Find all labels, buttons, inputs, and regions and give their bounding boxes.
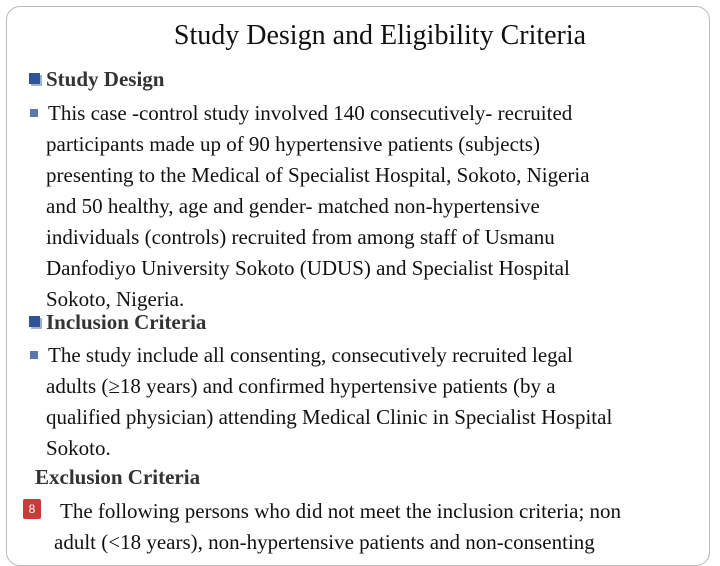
study-design-paragraph [48,98,708,315]
square-bullet-icon [30,351,38,359]
slide-title: Study Design and Eligibility Criteria [173,20,587,51]
paragraph-line: participants made up of 90 hypertensive patients (subjects) [46,132,540,156]
paragraph-line: Sokoto, Nigeria. [46,287,185,311]
paragraph-line: qualified physician) attending Medical Clinic in Specialist Hospital [46,405,613,429]
paragraph-line: and 50 healthy, age and gender- matched non-hypertensive [46,194,540,218]
study-design-heading: Study Design [46,67,165,91]
paragraph-line: adults (≥18 years) and confirmed hypertensive patients (by a [46,374,556,398]
checkbox-bullet-icon [29,73,40,84]
exclusion-paragraph [54,496,720,558]
inclusion-paragraph [48,340,708,464]
paragraph-line: adult (<18 years), non-hypertensive patients and non-consenting [54,530,595,554]
paragraph-line: This case -control study involved 140 consecutively- recruited [48,101,573,125]
inclusion-criteria-heading: Inclusion Criteria [46,310,207,334]
checkbox-bullet-icon [29,316,40,327]
square-bullet-icon [30,109,38,117]
paragraph-line: The following persons who did not meet the inclusion criteria; non [60,499,622,523]
paragraph-line: The study include all consenting, consecutively recruited legal [48,343,573,367]
slide-number-badge: 8 [23,499,41,519]
exclusion-criteria-heading: Exclusion Criteria [35,465,201,489]
paragraph-line: individuals (controls) recruited from among staff of Usmanu [46,225,555,249]
paragraph-line: presenting to the Medical of Specialist Hospital, Sokoto, Nigeria [46,163,590,187]
paragraph-line: Sokoto. [46,436,111,460]
paragraph-line: Danfodiyo University Sokoto (UDUS) and Specialist Hospital [46,256,570,280]
